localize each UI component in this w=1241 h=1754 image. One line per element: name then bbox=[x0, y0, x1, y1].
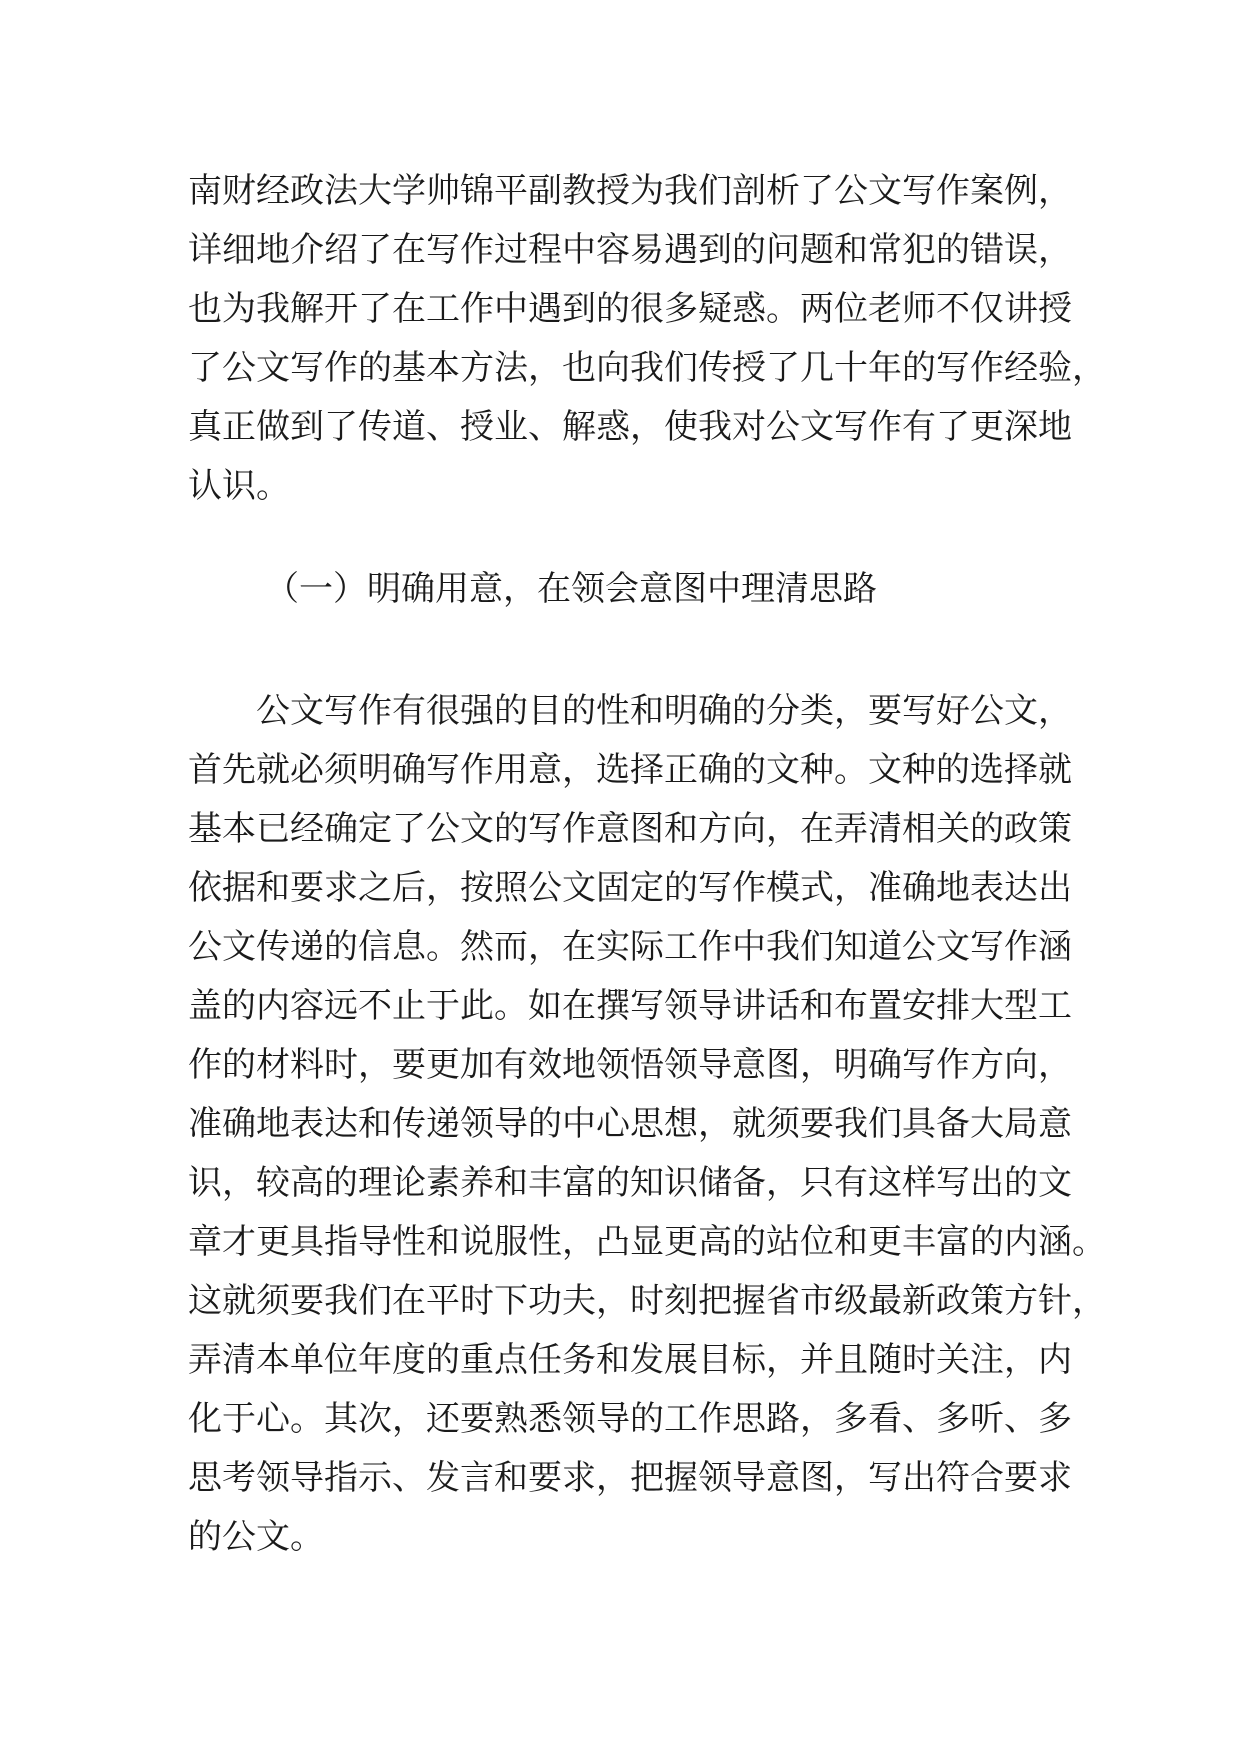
text-line: 首先就必须明确写作用意，选择正确的文种。文种的选择就 bbox=[188, 750, 1072, 790]
text-line: 识，较高的理论素养和丰富的知识储备，只有这样写出的文 bbox=[188, 1163, 1072, 1203]
text-line: 详细地介绍了在写作过程中容易遇到的问题和常犯的错误， bbox=[188, 230, 1072, 270]
text-line: 公文传递的信息。然而，在实际工作中我们知道公文写作涵 bbox=[188, 927, 1072, 967]
text-line: 了公文写作的基本方法，也向我们传授了几十年的写作经验， bbox=[188, 348, 1106, 388]
text-line: 基本已经确定了公文的写作意图和方向，在弄清相关的政策 bbox=[188, 809, 1072, 849]
text-line: 作的材料时，要更加有效地领悟领导意图，明确写作方向， bbox=[188, 1045, 1072, 1085]
text-line: 依据和要求之后，按照公文固定的写作模式，准确地表达出 bbox=[188, 868, 1072, 908]
paragraph-intro bbox=[188, 162, 1106, 516]
text-line: 思考领导指示、发言和要求，把握领导意图，写出符合要求 bbox=[188, 1458, 1072, 1498]
text-line: 准确地表达和传递领导的中心思想，就须要我们具备大局意 bbox=[188, 1104, 1072, 1144]
text-line: 这就须要我们在平时下功夫，时刻把握省市级最新政策方针， bbox=[188, 1281, 1106, 1321]
text-line: 弄清本单位年度的重点任务和发展目标，并且随时关注，内 bbox=[188, 1340, 1072, 1380]
text-line: 认识。 bbox=[188, 466, 290, 506]
text-line: 也为我解开了在工作中遇到的很多疑惑。两位老师不仅讲授 bbox=[188, 289, 1072, 329]
text-line: 真正做到了传道、授业、解惑，使我对公文写作有了更深地 bbox=[188, 407, 1072, 447]
section-heading-text: （一）明确用意，在领会意图中理清思路 bbox=[265, 569, 877, 609]
text-line: 的公文。 bbox=[188, 1517, 324, 1557]
text-line: 化于心。其次，还要熟悉领导的工作思路，多看、多听、多 bbox=[188, 1399, 1072, 1439]
text-line: 章才更具指导性和说服性，凸显更高的站位和更丰富的内涵。 bbox=[188, 1222, 1106, 1262]
section-heading bbox=[265, 560, 1065, 619]
text-line: 南财经政法大学帅锦平副教授为我们剖析了公文写作案例， bbox=[188, 171, 1072, 211]
text-line: 公文写作有很强的目的性和明确的分类，要写好公文， bbox=[188, 691, 1072, 731]
paragraph-body bbox=[188, 682, 1106, 1567]
text-line: 盖的内容远不止于此。如在撰写领导讲话和布置安排大型工 bbox=[188, 986, 1072, 1026]
